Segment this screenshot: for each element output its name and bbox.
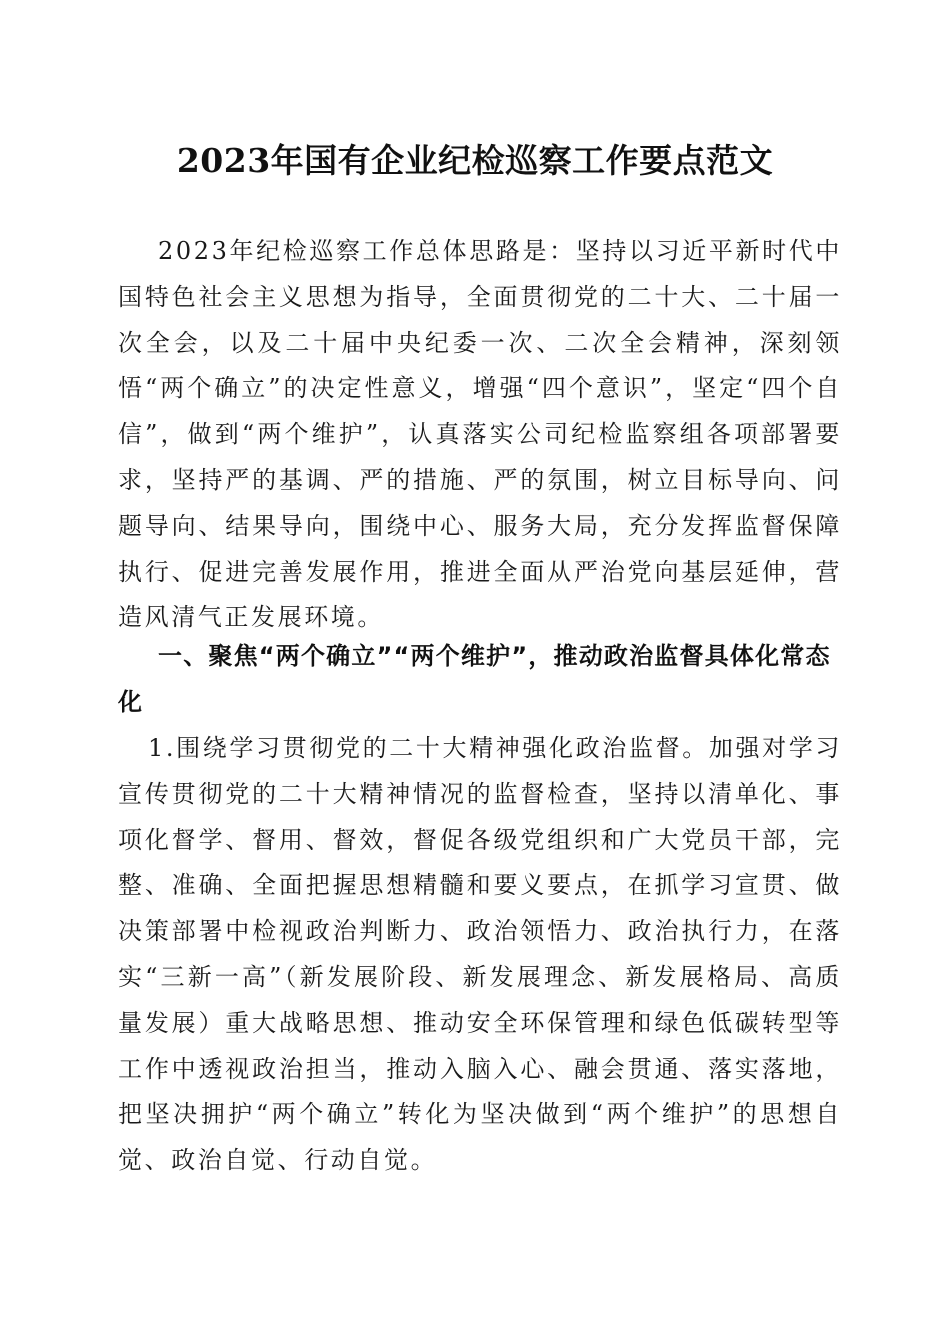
document-title: 2023年国有企业纪检巡察工作要点范文 — [176, 141, 774, 180]
intro-paragraph: 2023年纪检巡察工作总体思路是：坚持以习近平新时代中国特色社会主义思想为指导，全面贯彻党的二十大、二十届一次全会，以及二十届中央纪委一次、二次全会精神，深刻领悟“两个确立”的决定性意义，增强“四个意识”，坚定“四个自信”，做到“两个维护”，认真落实公司纪检监察组各项部署要求，坚持严的基调、严的措施、严的氛围，树立目标导向、问题导向、结果导向，围绕中心、服务大局，充分发挥监督保障执行、促进完善发展作用，推进全面从严治党向基层延伸，营造风清气正发展环境。 — [118, 237, 842, 632]
section-heading: 一、聚焦“两个确立”“两个维护”，推动政治监督具体化常态化 — [118, 642, 831, 716]
section-paragraph: 1.围绕学习贯彻党的二十大精神强化政治监督。加强对学习宣传贯彻党的二十大精神情况的监督检查，坚持以清单化、事项化督学、督用、督效，督促各级党组织和广大党员干部，完整、准确、全面把握思想精髓和要义要点，在抓学习宣贯、做决策部署中检视政治判断力、政治领悟力、政治执行力，在落实“三新一高”（新发展阶段、新发展理念、新发展格局、高质量发展）重大战略思想、推动安全环保管理和绿色低碳转型等工作中透视政治担当，推动入脑入心、融会贯通、落实落地，把坚决拥护“两个确立”转化为坚决做到“两个维护”的思想自觉、政治自觉、行动自觉。 — [118, 734, 842, 1175]
